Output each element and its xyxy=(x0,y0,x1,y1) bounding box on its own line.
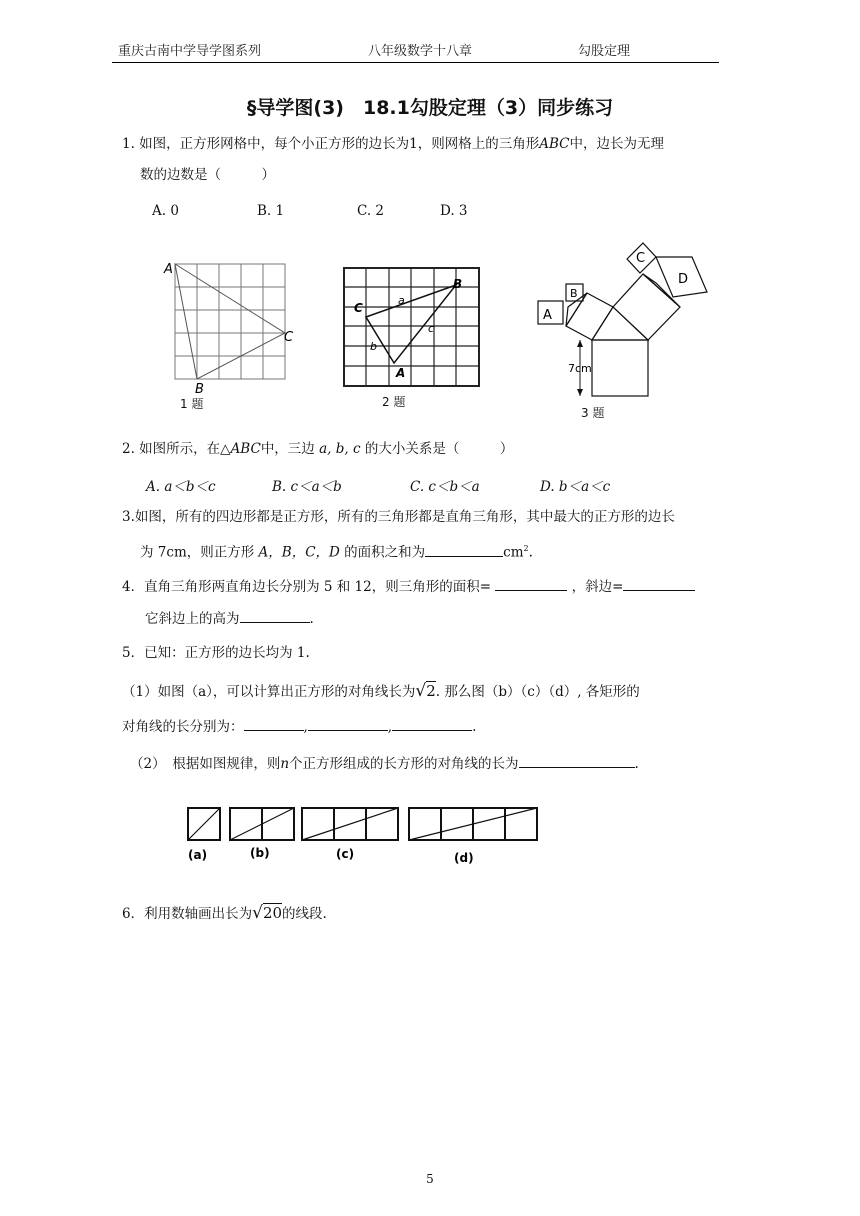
q3-vars: A，B，C，D xyxy=(258,544,340,561)
q5-p2-text-b: 个正方形组成的长方形的对角线的长为 xyxy=(289,756,519,772)
q5-line4 xyxy=(130,755,639,773)
q5-n: n xyxy=(280,756,290,772)
q1-line1 xyxy=(122,135,664,153)
q4-hypotenuse-blank[interactable] xyxy=(623,578,695,591)
figure-1-grid-triangle xyxy=(160,255,300,395)
figure-1-caption: 1 题 xyxy=(180,397,204,411)
q4-end: . xyxy=(309,611,314,627)
q2-option-b: B. c＜a＜b xyxy=(272,479,342,495)
page-title: §导学图(3) 18.1勾股定理（3）同步练习 xyxy=(246,97,614,119)
q5-label-a: (a) xyxy=(188,848,208,862)
q5-sqrt-sign: √ xyxy=(415,681,427,701)
q4-text-b: ，斜边= xyxy=(571,579,624,595)
q5-blank-n[interactable] xyxy=(519,755,635,768)
fig2-label-c-vertex: C xyxy=(354,301,363,315)
q5-line2 xyxy=(122,682,640,701)
fig3-label-a: A xyxy=(543,308,552,323)
q2-option-d: D. b＜a＜c xyxy=(540,479,611,495)
q2-text-a: 2. 如图所示，在△ xyxy=(122,441,231,457)
q1-option-a: A. 0 xyxy=(152,203,179,219)
q1-option-c: C. 2 xyxy=(357,203,385,219)
q5-label-d: (d) xyxy=(454,851,474,865)
q1-abc: ABC xyxy=(539,136,570,152)
fig2-label-a-vertex: A xyxy=(396,366,406,380)
q5-sep-1: , xyxy=(303,719,308,735)
q5-line1: 5．已知：正方形的边长均为 1. xyxy=(122,645,310,661)
q3-text-b: 为 7cm，则正方形 xyxy=(140,544,259,561)
q3-line2 xyxy=(140,540,533,562)
header-chapter: 八年级数学十八章 xyxy=(368,44,473,59)
q1-text-b: 中，边长为无理 xyxy=(569,136,665,152)
fig2-side-a: a xyxy=(398,294,405,307)
q4-text-c: 它斜边上的高为 xyxy=(145,611,240,627)
header-rule xyxy=(112,62,719,63)
page-number: 5 xyxy=(426,1172,434,1186)
q1-line2: 数的边数是（ ） xyxy=(140,167,275,183)
q5-blank-b[interactable] xyxy=(244,718,304,731)
q1-option-d: D. 3 xyxy=(440,203,468,219)
fig3-length-label: 7cm xyxy=(568,362,592,375)
q2-option-a: A. a＜b＜c xyxy=(146,479,216,495)
fig2-side-b: b xyxy=(370,340,377,353)
figure-q5-rectangles xyxy=(180,800,550,870)
q5-label-b: (b) xyxy=(250,846,270,860)
q5-p1-text-a: （1）如图（a），可以计算出正方形的对角线长为 xyxy=(122,684,416,700)
q3-unit-sup: 2 xyxy=(523,544,529,553)
fig2-side-c: c xyxy=(428,322,435,335)
q6-sqrt20-radicand: 20 xyxy=(262,904,283,922)
fig3-label-d: D xyxy=(678,272,689,287)
q5-sqrt2-radicand: 2 xyxy=(426,682,436,700)
q6-sqrt-sign: √ xyxy=(252,903,263,923)
q4-line1 xyxy=(122,578,695,596)
q1-option-b: B. 1 xyxy=(257,203,285,219)
q3-text-c: 的面积之和为 xyxy=(339,544,426,561)
q2-abc: ABC xyxy=(230,441,261,457)
q4-text-a: 4．直角三角形两直角边长分别为 5 和 12，则三角形的面积= xyxy=(122,579,492,595)
q5-line3 xyxy=(122,718,476,736)
q5-label-c: (c) xyxy=(336,847,355,861)
q4-area-blank[interactable] xyxy=(495,578,567,591)
q5-end-1: . xyxy=(472,719,477,735)
q2-option-c: C. c＜b＜a xyxy=(410,479,480,495)
q6-text-b: 的线段. xyxy=(282,906,327,922)
header-school: 重庆古南中学导学图系列 xyxy=(118,44,262,59)
q3-unit: cm xyxy=(503,544,524,561)
figure-3-caption: 3 题 xyxy=(581,406,605,420)
q6-text-a: 6．利用数轴画出长为 xyxy=(122,906,253,922)
q2-text-b: 中，三边 xyxy=(260,441,320,457)
q4-height-blank[interactable] xyxy=(240,610,310,623)
q4-line2 xyxy=(145,610,314,628)
q5-blank-c[interactable] xyxy=(308,718,388,731)
q3-end: . xyxy=(528,544,533,561)
fig1-label-a: A xyxy=(164,262,173,277)
q2-line1 xyxy=(122,440,513,458)
q3-line1: 3.如图，所有的四边形都是正方形，所有的三角形都是直角三角形，其中最大的正方形的边长 xyxy=(122,509,675,525)
fig3-label-c: C xyxy=(636,251,646,266)
fig1-label-c: C xyxy=(284,330,294,345)
q3-answer-blank[interactable] xyxy=(425,544,503,557)
fig1-label-b: B xyxy=(195,382,204,395)
q5-end-2: . xyxy=(634,756,639,772)
q2-text-c: 的大小关系是（ ） xyxy=(360,441,514,457)
fig2-label-b-vertex: B xyxy=(453,277,463,291)
q6-line1 xyxy=(122,904,327,923)
q5-p1-text-b: . 那么图（b）（c）（d）, 各矩形的 xyxy=(435,684,640,700)
q5-sep-2: , xyxy=(387,719,393,735)
figure-2-grid-triangle xyxy=(338,262,486,392)
q2-vars: a, b, c xyxy=(319,441,361,457)
q1-text-a: 1. 如图，正方形网格中，每个小正方形的边长为1，则网格上的三角形 xyxy=(122,136,540,152)
header-topic: 勾股定理 xyxy=(578,44,631,59)
q5-blank-d[interactable] xyxy=(392,718,472,731)
figure-2-caption: 2 题 xyxy=(382,395,406,409)
q5-p2-text-a: （2） 根据如图规律，则 xyxy=(130,756,281,772)
fig3-label-b: B xyxy=(570,287,578,300)
figure-3-pythagoras-tree xyxy=(530,235,720,410)
q5-p1-text-c: 对角线的长分别为： xyxy=(122,719,244,735)
